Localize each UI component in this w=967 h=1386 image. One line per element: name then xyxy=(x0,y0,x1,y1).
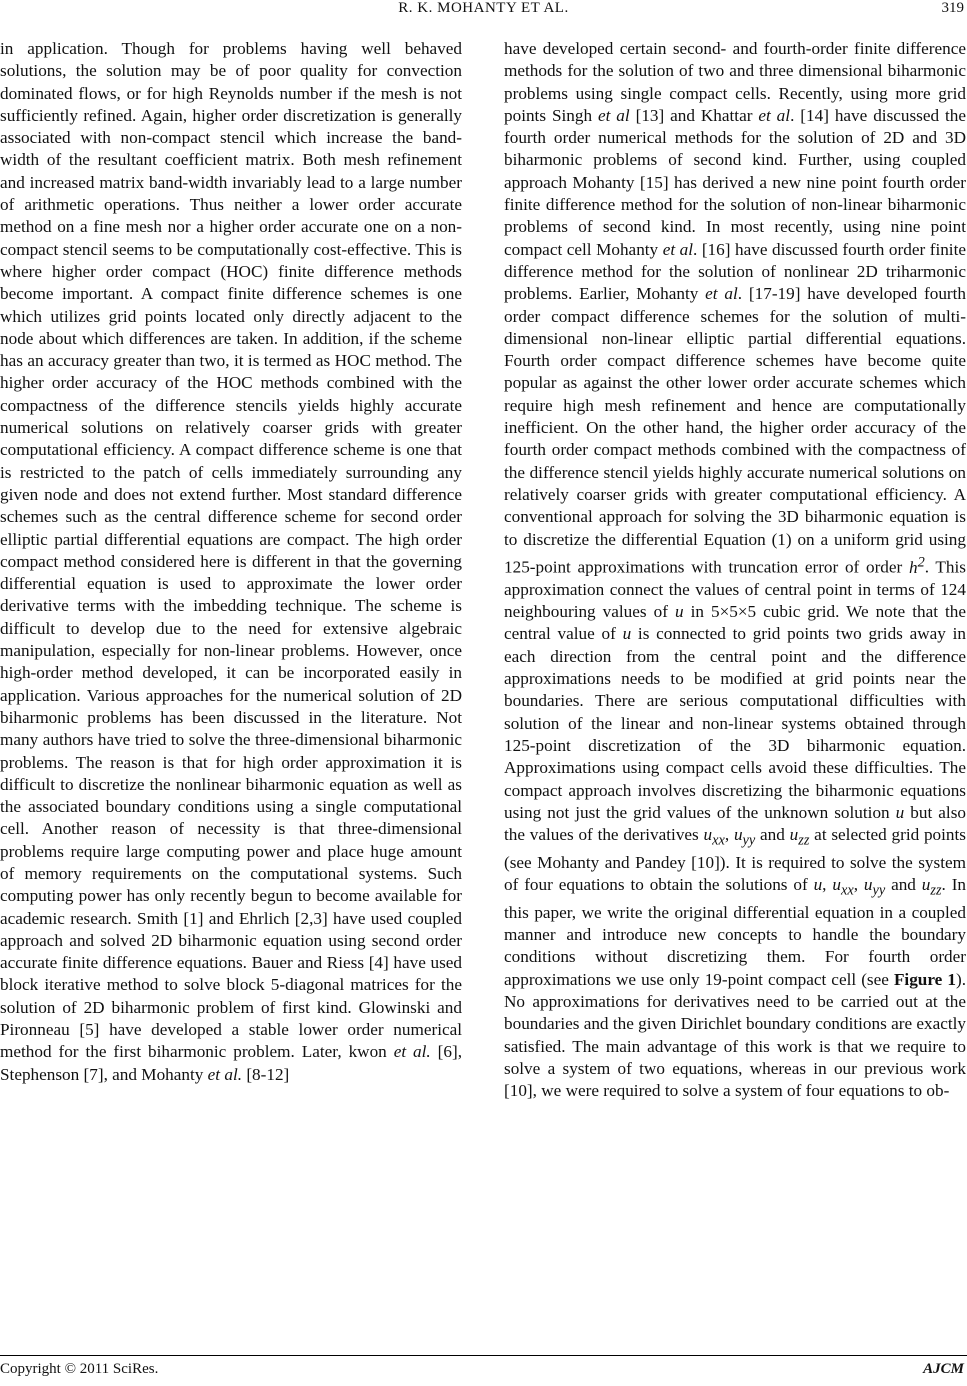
text-run: in xyxy=(683,602,711,622)
text-run: [6], Stephenson [7], and Mohanty xyxy=(0,1042,462,1084)
math-superscript: 2 xyxy=(917,553,925,570)
text-run: . [16] have discussed fourth order finite difference method for the solution of nonlinear 2D triharmonic problems. Earlier, Mohanty xyxy=(504,239,966,304)
math-symbol: u xyxy=(863,875,873,895)
right-column xyxy=(504,38,966,1103)
left-body: in application. Though for problems having well behaved solutions, the solution may be of poor quality for convection dominated flows, or for high Reynolds number if the mesh is not sufficiently refined. Again, higher order discretization is generally associated with non-compact stencil which increase the band-width of the resultant coefficient matrix. Both mesh refinement and increased matrix band-width invariably lead to a large number of arithmetic operations. Thus neither a lower order accurate method on a fine mesh nor a higher order accurate one on a non-compact stencil seems to be computationally cost-effective. This is where higher order compact (HOC) finite difference methods become important. A compact finite difference schemes is one which utilizes grid points located only directly adjacent to the node about which differences are taken. In addition, if the scheme has an accuracy greater than two, it is termed as HOC method. The higher order accuracy of the HOC methods combined with the compactness of the difference stencils yields highly accurate numerical solutions on relatively coarser grids with greater computational efficiency. A compact difference scheme is one that is restricted to the patch of cells immediately surrounding any given node and does not extend further. Most standard difference schemes such as the central difference scheme for second order elliptic partial differential equations are compact. The high order compact method considered here is different in that the governing differential equation is used to approximate the lower order derivative terms with the imbedding technique. The scheme is difficult to develop due to the need for extensive algebraic manipulation, especially for non-linear problems. However, once high-order method developed, it can be incorporated easily in application. Various approaches for the numerical solution of 2D biharmonic problems has been discussed in the literature. Not many authors have tried to solve the three-dimensional biharmonic problems. The reason is that for high order approximation it is difficult to discretize the nonlinear biharmonic equation as well as the associated boundary conditions using a single computational cell. Another reason of necessity is that three-dimensional problems require large computing power and place huge amount of memory requirements on the computational systems. Such computing power has only recently begun to become available for academic research. Smith [1] and Ehrlich [2,3] have used coupled approach and solved 2D biharmonic equation using second order accurate finite difference equations. Bauer and Riess [4] have used block iterative method to solve block 5-diagonal matrices for the solution of 2D biharmonic problem of first kind. Glowinski and Pironneau [5] have developed a stable lower order numerical method for the first biharmonic problem. Later, xyxy=(0,39,462,1062)
text-run: at selected grid points (see Mohanty and Pandey [10]). It is required to solve the system of four equations to obtain the solutions of xyxy=(504,825,966,895)
math-uxx xyxy=(832,875,854,899)
left-column-text xyxy=(0,38,462,1086)
math-grid: 5×5×5 xyxy=(710,602,757,622)
text-run: but also the values of the derivatives xyxy=(504,802,966,845)
math-u: u xyxy=(674,602,684,622)
footer-divider xyxy=(0,1355,967,1356)
text-run: [8-12] xyxy=(242,1064,290,1084)
math-uxx xyxy=(703,825,725,849)
math-uyy xyxy=(863,875,886,899)
math-subscript: xx xyxy=(840,882,854,899)
text-run: , xyxy=(822,875,833,895)
math-symbol: u xyxy=(832,875,841,895)
et-al: et al xyxy=(758,105,791,125)
text-run: ). No approximations for derivatives need to be carried out at the boundaries and the given Dirichlet boundary conditions are exactly satisfied. The main advantage of this work is that we require to solve a system of two equations, whereas in our previous work [10], we were required to solve a system of four equations to ob- xyxy=(504,969,967,1101)
text-run: . [14] have discussed the fourth order numerical methods for the solution of 2D and 3D biharmonic problems of second kind. Further, using coupled approach Mohanty [15] has derived a new nine point fourth order finite difference method for the solution of non-linear biharmonic problems of second kind. In most recently, using nine point compact cell Mohanty xyxy=(504,105,966,259)
text-run: [13] and Khattar xyxy=(629,105,759,125)
copyright-notice: Copyright © 2011 SciRes. xyxy=(0,1361,159,1377)
text-run: . In this paper, we write the original differential equation in a coupled manner and introduce new concepts to handle the boundary conditions without discretizing them. For fourth order approximations we use only 19-point compact cell (see xyxy=(504,875,967,989)
text-run: cubic grid. We note that the central value of xyxy=(504,602,966,644)
et-al: et al. xyxy=(207,1064,243,1084)
math-u: u xyxy=(895,802,905,822)
text-run: . [17-19] have developed fourth order compact difference schemes for the solution of multi-dimensional non-linear elliptic partial differential equations. Fourth order compact difference schemes have become quite popular as against the other lower order accurate schemes which require high mesh refinement and hence are computationally inefficient. On the other hand, the higher order accuracy of the fourth order compact methods combined with the compactness of the difference stencil yields highly accurate numerical solutions on relatively coarser grids with greater computational efficiency. A conventional approach for solving the 3D biharmonic equation is to discretize the differential Equation (1) on a uniform grid using 125-point approximations with truncation error of order xyxy=(504,284,967,577)
math-u: u xyxy=(622,624,632,644)
math-subscript: yy xyxy=(742,832,756,849)
et-al: et al. xyxy=(393,1042,431,1062)
running-head: R. K. MOHANTY ET AL. xyxy=(398,0,569,16)
math-symbol: u xyxy=(789,825,799,845)
figure-reference: Figure 1 xyxy=(893,969,956,989)
text-run: , xyxy=(724,825,734,845)
math-h xyxy=(908,553,925,577)
math-subscript: yy xyxy=(872,882,886,899)
text-run: have developed certain second- and fourth-order finite difference methods for the solution of two and three dimensional biharmonic problems using single compact cells. Recently, using more grid points Singh xyxy=(504,39,966,125)
math-subscript: zz xyxy=(798,832,810,849)
math-uzz xyxy=(921,875,942,899)
journal-abbrev: AJCM xyxy=(923,1361,964,1377)
math-symbol: h xyxy=(908,557,918,577)
math-symbol: u xyxy=(733,825,743,845)
text-run: is connected to grid points two grids away in each direction from the central point and the difference approximations needs to be modified at grid points near the boundaries. There are serious computational difficulties with solution of the linear and non-linear systems obtained through 125-point discretization of the 3D biharmonic equation. Approximations using compact cells avoid these difficulties. The compact approach involves discretizing the biharmonic equations using not just the grid values of the unknown solution xyxy=(504,624,966,822)
et-al: et al xyxy=(597,105,630,125)
page-number: 319 xyxy=(941,0,964,16)
page-header xyxy=(0,0,967,30)
right-column-text xyxy=(504,38,966,1103)
math-uzz xyxy=(789,825,810,849)
text-run: , xyxy=(853,875,864,895)
text-run: . This approximation connect the values of central point in terms of 124 neighbouring values of xyxy=(504,557,966,622)
math-subscript: xx xyxy=(712,832,725,849)
left-column xyxy=(0,38,462,1086)
et-al: et al xyxy=(705,284,738,304)
math-uyy xyxy=(733,825,756,849)
math-u: u xyxy=(813,875,823,895)
math-symbol: u xyxy=(921,875,931,895)
math-subscript: zz xyxy=(930,882,942,899)
text-run: kwon xyxy=(348,1042,394,1062)
et-al: et al xyxy=(662,239,693,259)
math-symbol: u xyxy=(703,825,713,845)
text-run: and xyxy=(755,825,790,845)
text-run: and xyxy=(885,875,922,895)
